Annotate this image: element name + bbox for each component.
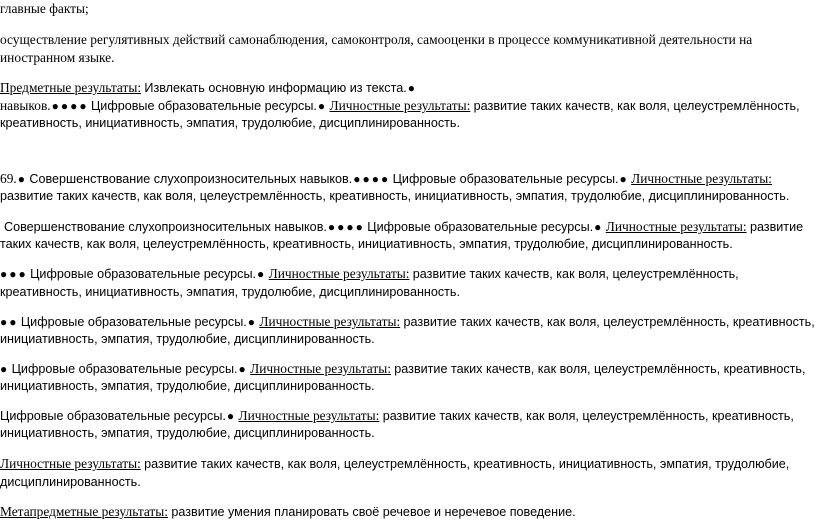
text-line-regulative (0, 31, 752, 48)
text-line-metasubject (0, 503, 576, 521)
personal-results-label: Личностные результаты: (329, 98, 471, 113)
personal-results-label: Личностные результаты: (0, 456, 141, 471)
bullet-icon: ● (371, 172, 379, 186)
bullet-icon: ● (9, 315, 17, 329)
metasubject-results-label: Метапредметные результаты: (0, 504, 168, 519)
text-line-p6-cont (0, 284, 460, 301)
regulative-text-cont: иностранном языке. (0, 50, 115, 65)
text-line-subject-results (0, 79, 416, 97)
bullet-icon: ● (407, 81, 415, 95)
text-line-p10-cont (0, 474, 141, 491)
personal-results-text-cont: креативность, инициативность, эмпатия, трудолюбие, дисциплинированность. (0, 116, 460, 130)
bullet-icon: ● (337, 220, 345, 234)
personal-results-label: Личностные результаты: (238, 408, 380, 423)
text-line-p5 (0, 218, 803, 236)
personal-results-text-cont: креативность, инициативность, эмпатия, трудолюбие, дисциплинированность. (0, 285, 460, 299)
subject-results-label: Предметные результаты: (0, 80, 142, 95)
metasubject-results-text: развитие умения планировать своё речевое и неречевое поведение. (171, 505, 576, 519)
bullet-icon: ● (381, 172, 389, 186)
digital-resources-text: Цифровые образовательные ресурсы. (20, 315, 247, 329)
regulative-text: осуществление регулятивных действий самонаблюдения, самоконтроля, самооценки в процессе коммуникативной деятельности на (0, 32, 753, 47)
text-line-main-facts (0, 0, 89, 17)
bullet-icon: ● (362, 172, 370, 186)
bullet-icon: ● (226, 409, 235, 423)
personal-results-text: развитие таких качеств, как воля, целеустремлённость, креативность, (394, 362, 806, 376)
text-line-p10 (0, 455, 789, 473)
text-line-regulative-2 (0, 49, 114, 66)
hearing-pronunciation-text: Совершенствование слухопроизносительных навыков. (29, 172, 353, 186)
text-line-p7 (0, 313, 815, 331)
personal-results-label: Личностные результаты: (250, 361, 391, 376)
bullet-icon: ● (17, 172, 25, 186)
digital-resources-text: Цифровые образовательные ресурсы. (367, 220, 594, 234)
text-line-p9 (0, 407, 794, 425)
main-facts-text: главные факты; (0, 1, 89, 16)
text-line-p8-cont (0, 378, 375, 395)
personal-results-label: Личностные результаты: (259, 314, 401, 329)
personal-results-text: развитие таких качеств, как воля, целеустремлённость, (473, 99, 800, 113)
bullet-icon: ● (238, 362, 246, 376)
hearing-pronunciation-text: Совершенствование слухопроизносительных навыков. (4, 220, 327, 234)
bullet-icon: ● (0, 315, 8, 329)
personal-results-text: развитие таких качеств, как воля, целеустремлённость, креативность, инициативность, эмпатия, трудолюбие, (144, 457, 790, 471)
bullet-icon: ● (70, 99, 78, 113)
text-line-69-cont (0, 188, 789, 205)
bullet-icon: ● (51, 99, 59, 113)
personal-results-text-cont: таких качеств, как воля, целеустремлённость, креативность, инициативность, эмпатия, трудолюбие, дисциплинированность. (0, 237, 733, 251)
skills-text: навыков. (0, 98, 51, 113)
personal-results-text-cont: инициативность, эмпатия, трудолюбие, дисциплинированность. (0, 379, 375, 393)
digital-resources-text: Цифровые образовательные ресурсы. (90, 99, 317, 113)
bullet-icon: ● (355, 220, 363, 234)
bullet-icon: ● (0, 362, 8, 376)
bullet-icon: ● (9, 267, 17, 281)
personal-results-text-cont: инициативность, эмпатия, трудолюбие, дисциплинированность. (0, 426, 375, 440)
subject-results-text: Извлекать основную информацию из текста. (144, 81, 407, 95)
text-line-p9-cont (0, 425, 375, 442)
digital-resources-text: Цифровые образовательные ресурсы. (0, 409, 226, 423)
bullet-icon: ● (353, 172, 361, 186)
bullet-icon: ● (79, 99, 87, 113)
bullet-icon: ● (257, 267, 265, 281)
digital-resources-text: Цифровые образовательные ресурсы. (11, 362, 238, 376)
bullet-icon: ● (317, 99, 326, 113)
bullet-icon: ● (594, 220, 602, 234)
personal-results-text-cont: дисциплинированность. (0, 475, 141, 489)
personal-results-label: Личностные результаты: (631, 171, 772, 186)
text-line-p8 (0, 360, 805, 378)
personal-results-text: развитие таких качеств, как воля, целеустремлённость, (412, 267, 739, 281)
bullet-icon: ● (60, 99, 69, 113)
text-line-p7-cont (0, 331, 375, 348)
personal-results-label: Личностные результаты: (605, 219, 747, 234)
text-line-creativity (0, 115, 460, 132)
personal-results-text: развитие таких качеств, как воля, целеустремлённость, креативность, (403, 315, 815, 329)
text-line-69 (0, 170, 772, 188)
bullet-icon: ● (346, 220, 354, 234)
bullet-icon: ● (327, 220, 336, 234)
personal-results-text-cont: инициативность, эмпатия, трудолюбие, дисциплинированность. (0, 332, 375, 346)
bullet-icon: ● (247, 315, 256, 329)
digital-resources-text: Цифровые образовательные ресурсы. (30, 267, 257, 281)
personal-results-text: развитие таких качеств, как воля, целеустремлённость, креативность, (382, 409, 794, 423)
bullet-icon: ● (0, 267, 8, 281)
text-line-skills (0, 97, 800, 115)
text-line-p6 (0, 265, 739, 283)
item-number: 69. (0, 171, 17, 186)
bullet-icon: ● (18, 267, 26, 281)
personal-results-label: Личностные результаты: (268, 266, 410, 281)
personal-results-text: развитие таких качеств, как воля, целеустремлённость, креативность, инициативность, эмпатия, трудолюбие, дисциплинированность. (0, 189, 790, 203)
text-line-p5-cont (0, 236, 733, 253)
bullet-icon: ● (619, 172, 627, 186)
personal-results-text: развитие (749, 220, 804, 234)
digital-resources-text: Цифровые образовательные ресурсы. (392, 172, 619, 186)
